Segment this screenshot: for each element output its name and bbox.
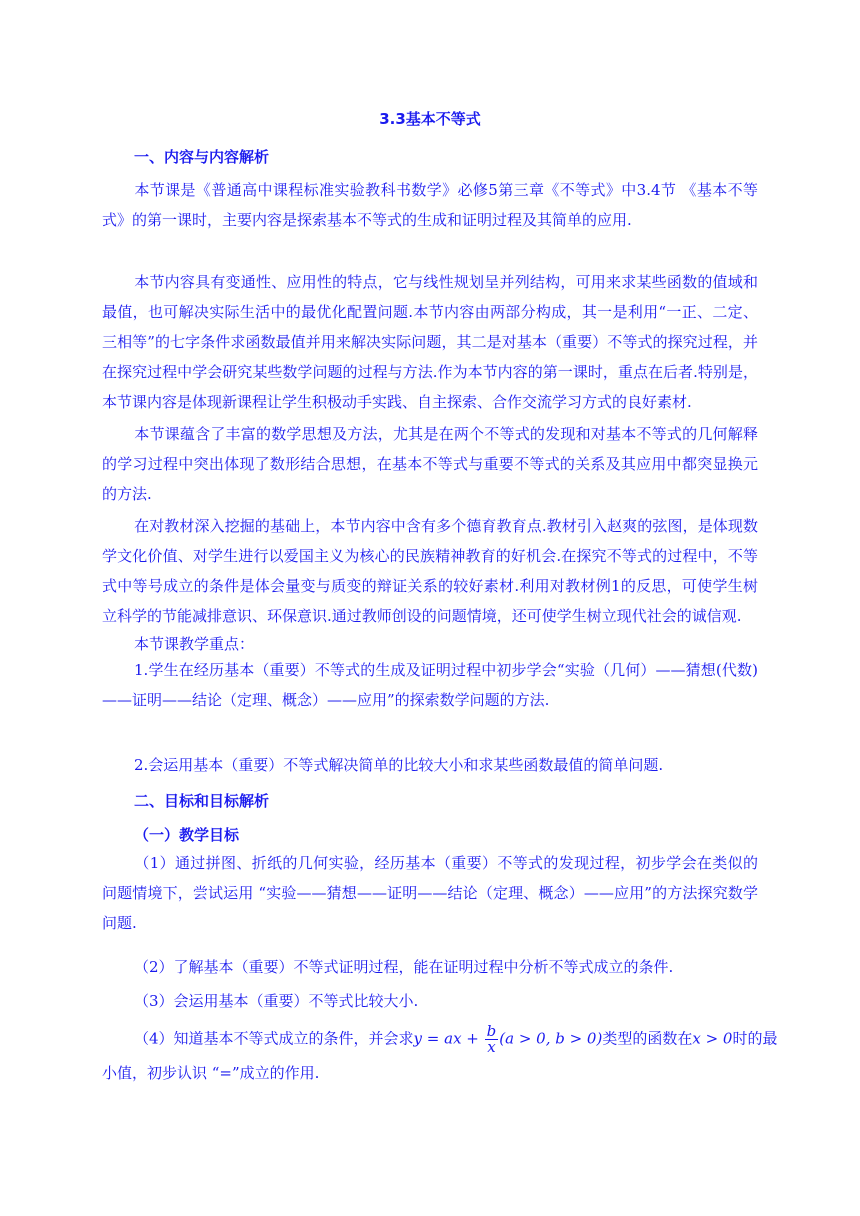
paragraph-methods	[102, 419, 758, 509]
fraction-denominator: x	[487, 1038, 496, 1056]
paragraph-moral-education-text: 在对教材深入挖掘的基础上，本节内容中含有多个德育教育点.教材引入赵爽的弦图，是体现数学文化价值、对学生进行以爱国主义为核心的民族精神教育的好机会.在探究不等式的过程中，不等式中等号成立的条件是体会量变与质变的辩证关系的较好素材.利用对教材例1的反思，可使学生树立科学的节能减排意识、环保意识.通过教师创设的问题情境，还可使学生树立现代社会的诚信观.	[102, 517, 758, 625]
paragraph-moral-education	[102, 511, 758, 631]
section-heading-goals: 二、目标和目标解析	[134, 792, 270, 810]
goal-1-text: （1）通过拼图、折纸的几何实验，经历基本（重要）不等式的发现过程，初步学会在类似的问题情境下，尝试运用 “实验——猜想——证明——结论（定理、概念）——应用”的方法探究数学问题.	[102, 854, 758, 932]
goal-2: （2）了解基本（重要）不等式证明过程，能在证明过程中分析不等式成立的条件.	[134, 958, 674, 976]
fraction-numerator: b	[486, 1022, 497, 1040]
focus-item-1-text: 1.学生在经历基本（重要）不等式的生成及证明过程中初步学会“实验（几何）——猜想(代数)——证明——结论（定理、概念）——应用”的探索数学问题的方法.	[102, 661, 758, 709]
goal-4-prefix: （4）知道基本不等式成立的条件，并会求	[134, 1029, 414, 1048]
formula-fraction	[485, 1024, 499, 1055]
goal-1	[102, 848, 758, 938]
section-heading-content: 一、内容与内容解析	[134, 148, 270, 166]
document-title: 3.3基本不等式	[379, 110, 481, 128]
goal-4-suffix: 时的最	[732, 1029, 778, 1048]
formula-condition: (a > 0, b > 0)	[499, 1029, 603, 1048]
goal-4-line-2: 小值，初步认识 “=”成立的作用.	[102, 1064, 320, 1082]
goal-4-middle: 类型的函数在	[602, 1029, 693, 1048]
paragraph-methods-text: 本节课蕴含了丰富的数学思想及方法，尤其是在两个不等式的发现和对基本不等式的几何解释的学习过程中突出体现了数形结合思想，在基本不等式与重要不等式的关系及其应用中都突显换元的方法.	[102, 425, 758, 503]
focus-label: 本节课教学重点：	[134, 635, 255, 653]
domain-condition: x > 0	[692, 1029, 733, 1048]
paragraph-features-text: 本节内容具有变通性、应用性的特点，它与线性规划呈并列结构，可用来求某些函数的值域和最值，也可解决实际生活中的最优化配置问题.本节内容由两部分构成，其一是利用“一正、二定、三相等”的七字条件求函数最值并用来解决实际问题，其二是对基本（重要）不等式的探究过程，并在探究过程中学会研究某些数学问题的过程与方法.作为本节内容的第一课时，重点在后者.特别是，本节课内容是体现新课程让学生积极动手实践、自主探索、合作交流学习方式的良好素材.	[102, 273, 758, 411]
paragraph-features	[102, 267, 758, 417]
goal-4-line-1	[134, 1022, 778, 1056]
goal-3: （3）会运用基本（重要）不等式比较大小.	[134, 992, 419, 1010]
paragraph-intro	[102, 175, 758, 235]
focus-item-2: 2.会运用基本（重要）不等式解决简单的比较大小和求某些函数最值的简单问题.	[134, 756, 664, 774]
focus-item-1	[102, 655, 758, 715]
paragraph-intro-text: 本节课是《普通高中课程标准实验教科书数学》必修5第三章《不等式》中3.4节 《基本不等式》的第一课时，主要内容是探索基本不等式的生成和证明过程及其简单的应用.	[102, 181, 758, 229]
subsection-heading-teaching-goals: （一）教学目标	[134, 826, 240, 844]
formula-lhs: y = ax +	[413, 1029, 484, 1048]
